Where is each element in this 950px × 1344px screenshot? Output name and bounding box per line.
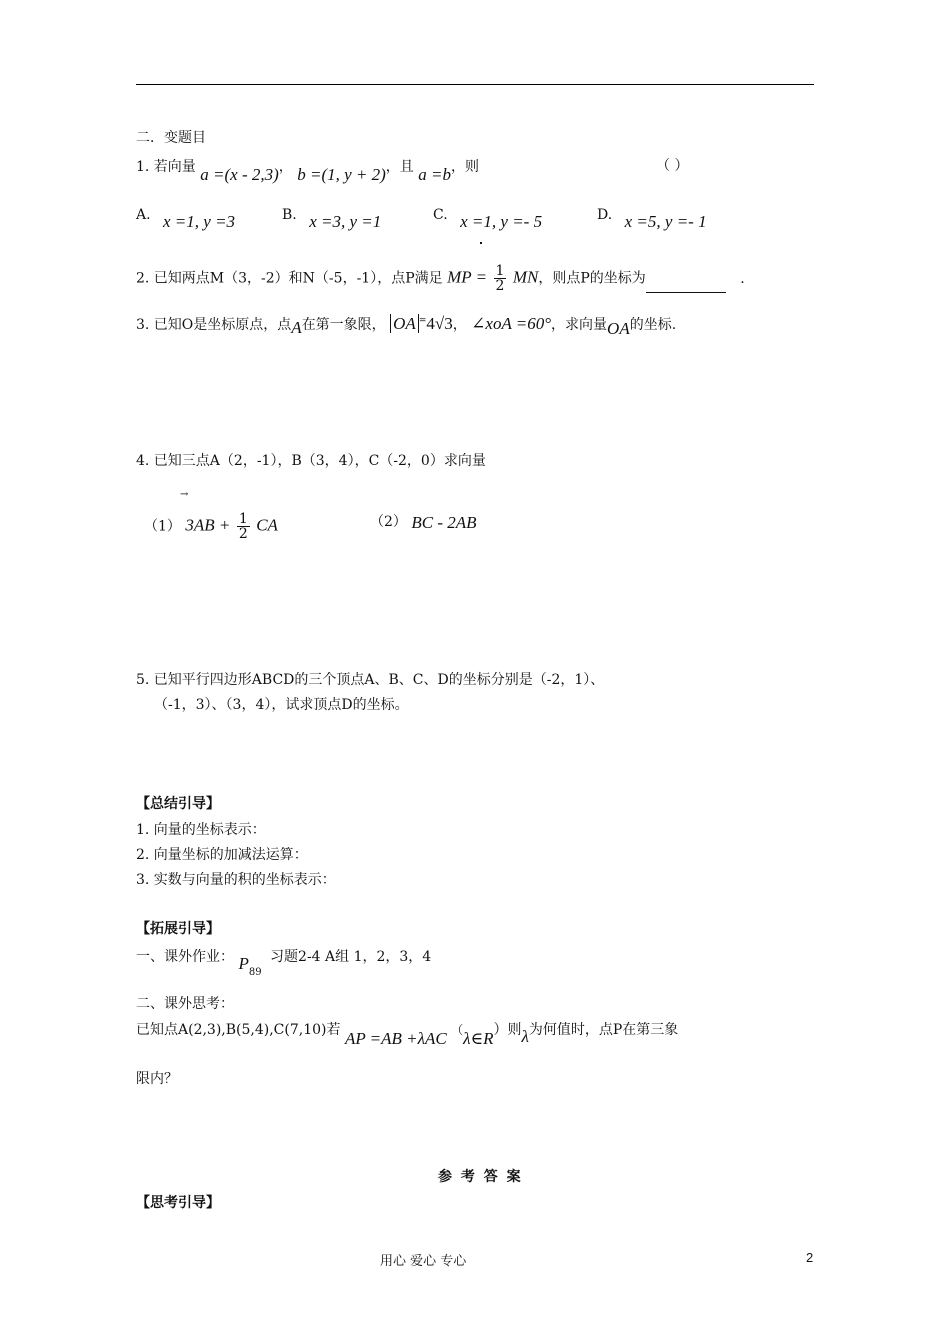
option-a-label: A. [136,207,151,223]
q4-p1-b: CA [256,515,278,535]
option-b-label: B. [282,207,297,223]
question-4: 4. 已知三点A（2，-1），B（3，4），C（-2，0）求向量 [136,453,486,469]
homework-line [136,947,432,978]
homework-label: 一、课外作业： [136,949,234,965]
section-title: 二．变题目 [136,130,206,146]
q1-label: 1. 若向量 [136,159,196,175]
question-5-line-2: （-1，3）、（3，4），试求顶点D的坐标。 [154,697,409,713]
q3-text1: 3. 已知O是坐标原点，点 [136,317,292,333]
q3-text4: 的坐标. [629,317,677,333]
q1-answer-paren: （ ） [656,158,689,174]
q2-num: 1 [495,263,505,279]
q1-sep: ， [278,159,293,175]
q2-end: . [740,270,745,287]
q2-rhs: MN [512,267,539,287]
q4-p1-fraction [237,512,250,541]
q3-eqsign: = [418,316,427,326]
q3-vec-oa: OA [607,319,630,338]
option-d-label: D. [597,207,613,223]
homework-page-number: 89 [248,967,262,978]
q4-part-1 [144,512,278,541]
answers-title: 参 考 答 案 [438,1169,523,1185]
think-paren-open: （ [451,1023,464,1037]
summary-item: 1. 向量的坐标表示： [136,822,266,838]
q1-a-expr: a =(x - 2,3) [200,165,279,184]
q4-p2-expr: BC - 2AB [411,513,477,532]
q2-answer-blank[interactable] [646,278,726,293]
q3-point-a: A [291,318,302,337]
option-a-expr: x =1, y =3 [163,212,236,231]
q3-text3: ，求向量 [551,317,608,333]
think-lambda: λ [521,1027,529,1046]
option-c-expr: x =1, y =- 5 [460,212,543,231]
homework-text: 习题2-4 A组 1，2，3，4 [270,949,432,965]
q4-arrow: → [180,489,189,500]
think-expr: AP =AB +λAC [344,1029,447,1048]
option-c-label: C. [433,207,448,223]
stray-dot [480,242,482,244]
extension-title: 【拓展引导】 [136,921,220,937]
q4-p1-a: 3AB + [185,515,231,535]
question-1 [136,157,479,184]
q1-eq: a =b [418,165,451,184]
q2-fraction [494,264,507,293]
option-b-expr: x =3, y =1 [309,212,382,231]
q2-text1: 2. 已知两点M（3，-2）和N（-5，-1），点P满足 [136,270,443,287]
q3-text2: 在第一象限， [301,317,386,333]
summary-item: 2. 向量坐标的加减法运算： [136,847,308,863]
q1-option-c [433,205,543,231]
header-rule [136,84,814,85]
think-label: 二、课外思考： [136,996,234,1012]
think-text2: 为何值时，点P在第三象 [528,1022,679,1038]
q3-abs-oa: OA [390,314,419,333]
q3-value: 4√3 [426,314,453,333]
q4-part-2 [370,512,477,531]
q3-sep: ， [452,317,467,333]
q4-p1-label: （1） [144,518,181,535]
question-5-line-1: 5. 已知平行四边形ABCD的三个顶点A、B、C、D的坐标分别是（-2，1）、 [136,672,605,688]
question-3 [136,312,677,338]
summary-title: 【总结引导】 [136,796,220,812]
q2-lhs: MP = [447,267,488,287]
footer-text: 用心 爱心 专心 [380,1254,467,1269]
q4-p1-den: 2 [238,526,248,542]
page-number: 2 [806,1250,814,1265]
summary-item: 3. 实数与向量的积的坐标表示： [136,872,336,888]
think-condition: λ∈R [463,1029,494,1048]
q4-p1-num: 1 [238,511,248,527]
q2-text2: ，则点P的坐标为 [538,270,646,287]
think-line-2: 限内？ [136,1071,178,1087]
q1-option-b [282,205,382,231]
option-d-expr: x =5, y =- 1 [624,212,707,231]
question-2 [136,264,745,293]
q1-b-expr: b =(1, y + 2) [297,165,386,184]
think-text1: 已知点A(2,3),B(5,4),C(7,10)若 [136,1022,341,1038]
q1-option-d [597,205,707,231]
q1-text2: ，且 [385,159,414,175]
q4-p2-label: （2） [370,514,407,530]
q3-angle: ∠xoA =60° [471,314,552,333]
q2-den: 2 [495,278,505,294]
answers-subtitle: 【思考引导】 [136,1195,220,1211]
think-line-1 [136,1020,679,1048]
think-paren-close: ）则 [493,1022,522,1038]
q1-option-a [136,205,236,231]
q1-text3: ，则 [450,159,479,175]
homework-page-p: P [238,954,249,973]
